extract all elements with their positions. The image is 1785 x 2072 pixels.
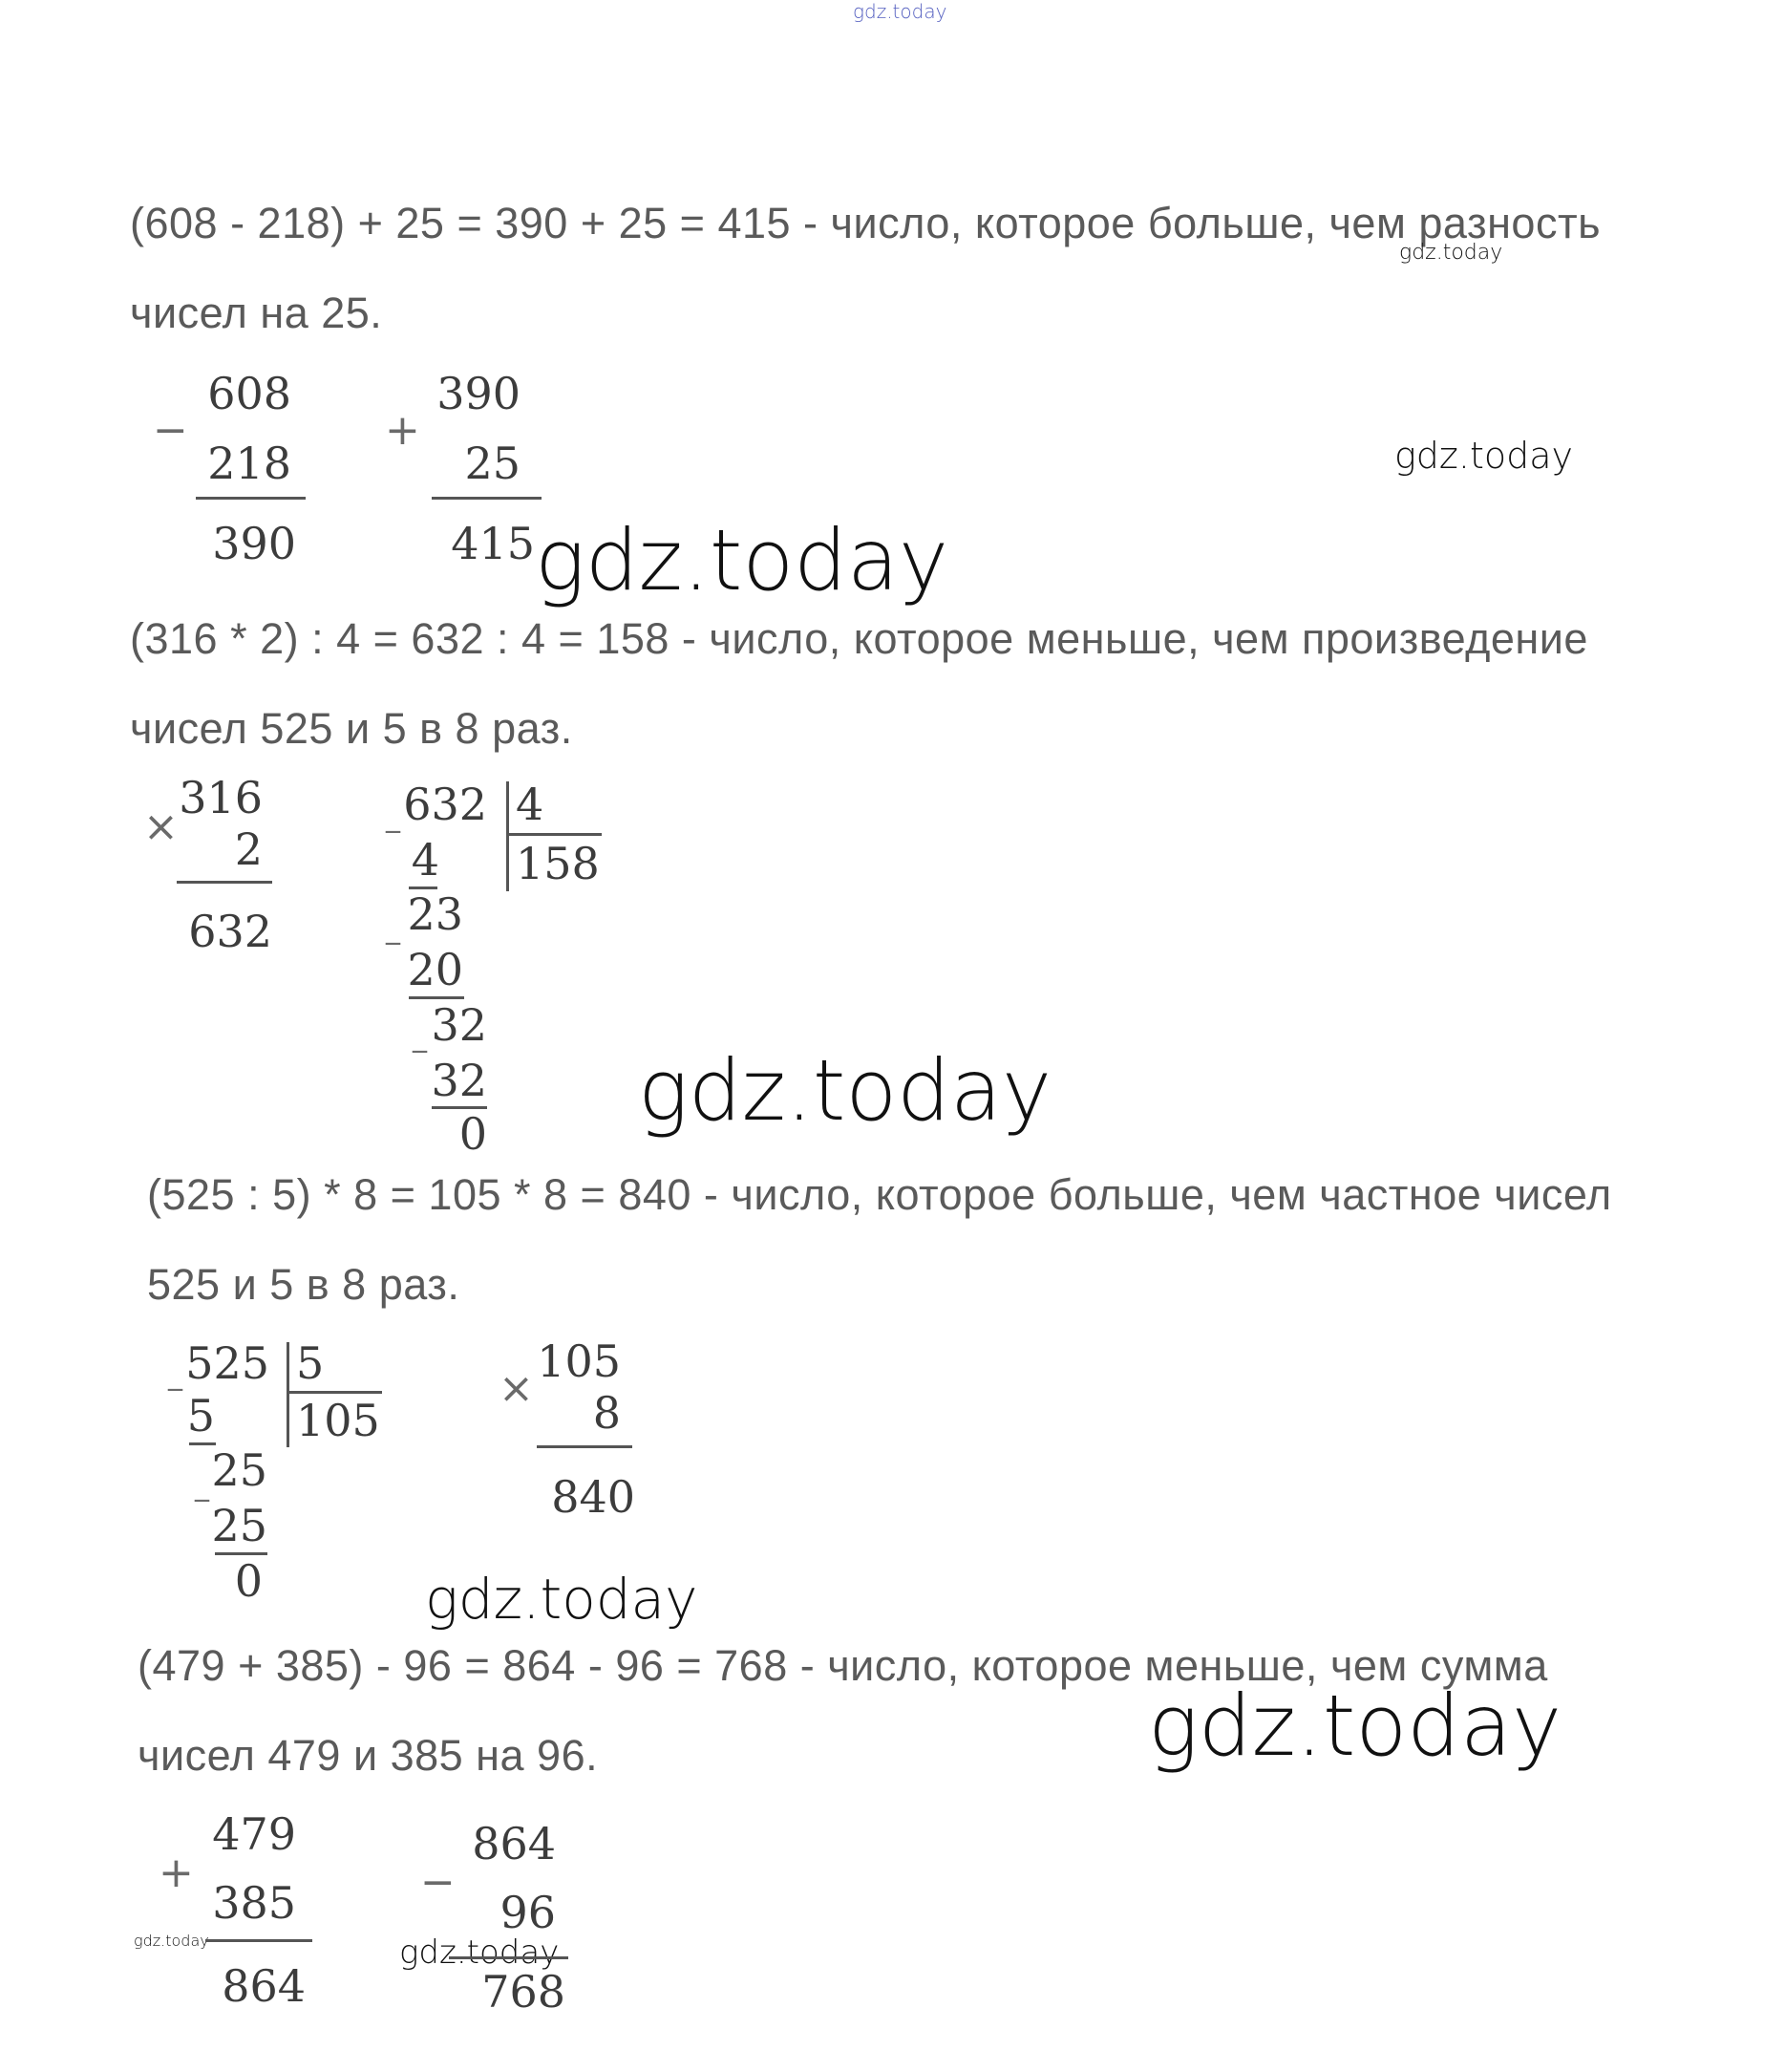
- mul-line: [177, 881, 272, 884]
- block3-line1: (525 : 5) * 8 = 105 * 8 = 840 - число, которое больше, чем частное чисел: [147, 1170, 1612, 1219]
- mul2-line: [537, 1445, 632, 1448]
- mul-result: 632: [188, 906, 272, 957]
- add-addend: 25: [464, 438, 521, 489]
- add2-b: 385: [212, 1877, 296, 1929]
- block2-line2: чисел 525 и 5 в 8 раз.: [130, 704, 573, 753]
- minus-sign-2: −: [420, 1858, 456, 1907]
- block4-line2: чисел 479 и 385 на 96.: [138, 1731, 599, 1780]
- block1-line1: (608 - 218) + 25 = 390 + 25 = 415 - число, которое больше, чем разность: [130, 199, 1602, 247]
- watermark-small-1: gdz.today: [1399, 241, 1503, 265]
- add2-a: 479: [212, 1808, 296, 1860]
- div-step-1: 4: [411, 834, 439, 886]
- div2-minus-1: _: [168, 1358, 182, 1392]
- div-step-3: 20: [407, 944, 463, 995]
- watermark-large-3: gdz.today: [1148, 1677, 1562, 1775]
- sub-line: [196, 497, 306, 500]
- watermark-top: gdz.today: [853, 0, 947, 23]
- sub2-b: 96: [499, 1887, 556, 1938]
- div-step-2: 23: [407, 888, 463, 940]
- div-hline: [506, 833, 602, 836]
- block3-line2: 525 и 5 в 8 раз.: [147, 1260, 460, 1309]
- add2-line: [205, 1939, 312, 1942]
- mul-a: 316: [179, 772, 263, 823]
- block2-line1: (316 * 2) : 4 = 632 : 4 = 158 - число, которое меньше, чем произведение: [130, 614, 1588, 663]
- add-line: [432, 497, 542, 500]
- minus-sign: −: [153, 406, 188, 455]
- mul2-result: 840: [551, 1471, 635, 1523]
- sub2-a: 864: [472, 1818, 556, 1869]
- block1-line2: чисел на 25.: [130, 288, 383, 337]
- block4-line1: (479 + 385) - 96 = 864 - 96 = 768 - число, которое меньше, чем сумма: [138, 1641, 1548, 1690]
- div2-dividend: 525: [185, 1337, 269, 1389]
- div-dividend: 632: [403, 779, 487, 830]
- sub2-result: 768: [481, 1966, 565, 2018]
- add2-result: 864: [222, 1960, 306, 2012]
- watermark-tiny-1: gdz.today: [134, 1932, 209, 1950]
- mul2-b: 8: [592, 1387, 621, 1439]
- mul-b: 2: [234, 823, 263, 875]
- watermark-small-2: gdz.today: [399, 1933, 560, 1972]
- div2-step-1: 5: [186, 1390, 215, 1442]
- div2-quotient: 105: [296, 1395, 380, 1446]
- div2-step-4: 0: [234, 1555, 263, 1607]
- watermark-medium-1: gdz.today: [1394, 435, 1573, 477]
- add-augend: 390: [436, 368, 521, 419]
- add-result: 415: [451, 518, 535, 569]
- div-step-5: 32: [431, 1055, 487, 1106]
- div-vline: [506, 781, 509, 891]
- plus-sign: +: [385, 406, 420, 455]
- div2-hline: [287, 1391, 382, 1394]
- watermark-large-2: gdz.today: [638, 1041, 1052, 1140]
- div2-step-3: 25: [211, 1500, 267, 1551]
- div-divisor: 4: [516, 779, 544, 830]
- times-sign: ×: [143, 802, 179, 851]
- plus-sign-2: +: [159, 1848, 194, 1897]
- sub-result: 390: [212, 518, 296, 569]
- div2-divisor: 5: [296, 1337, 325, 1389]
- div2-step-2: 25: [211, 1444, 267, 1496]
- div-minus-2: _: [386, 912, 400, 946]
- sub-subtrahend: 218: [207, 438, 291, 489]
- div-minus-3: _: [413, 1020, 427, 1054]
- sub-minuend: 608: [207, 368, 291, 419]
- div2-minus-2: _: [195, 1469, 209, 1503]
- div-minus-1: _: [386, 801, 400, 834]
- sub2-line: [449, 1956, 568, 1959]
- div-step-4: 32: [431, 999, 487, 1051]
- div-quotient: 158: [516, 838, 600, 889]
- times-sign-2: ×: [499, 1364, 534, 1413]
- div2-vline: [287, 1342, 289, 1447]
- watermark-medium-2: gdz.today: [425, 1567, 698, 1632]
- div-step-6: 0: [458, 1108, 487, 1160]
- mul2-a: 105: [537, 1335, 621, 1387]
- watermark-large-1: gdz.today: [535, 511, 949, 609]
